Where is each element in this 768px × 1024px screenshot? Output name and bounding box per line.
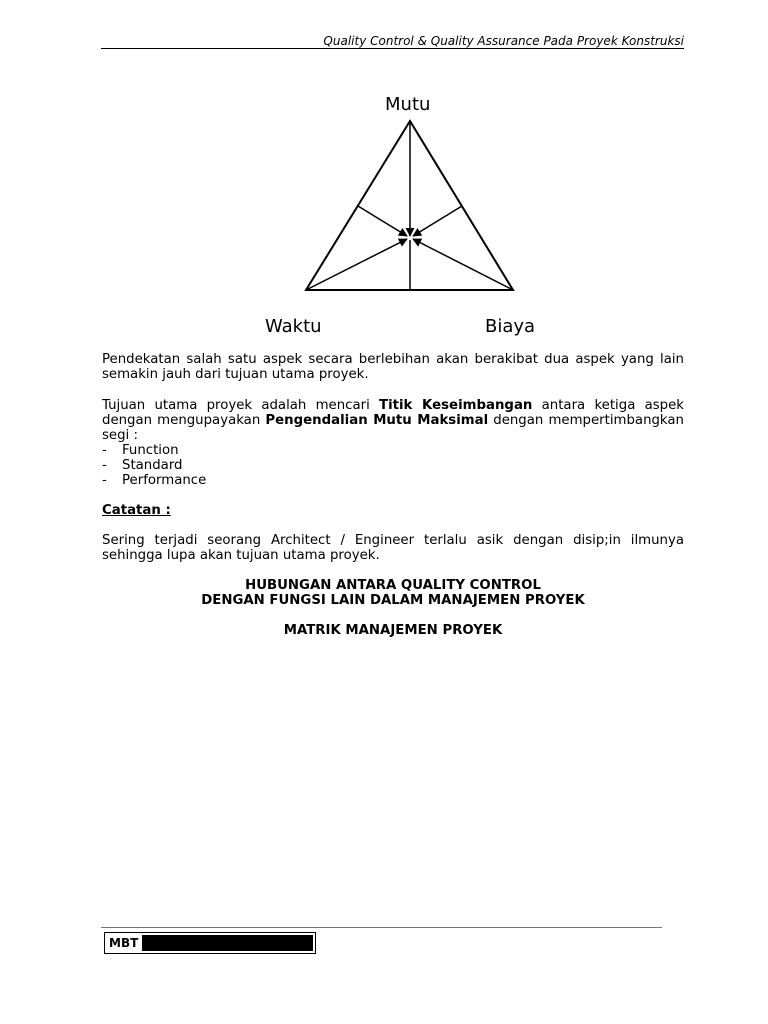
footer-redaction-bar [142, 935, 313, 951]
diagram-label-waktu: Waktu [265, 316, 322, 337]
list-dash: - [102, 473, 107, 488]
list-item [102, 458, 183, 473]
note-body: Sering terjadi seorang Architect / Engineer terlalu asik dengan disip;in ilmunya sehingga lupa akan tujuan utama proyek. [102, 533, 684, 563]
section-title-line1: HUBUNGAN ANTARA QUALITY CONTROL [245, 578, 541, 593]
paragraph-main-goal [102, 398, 684, 443]
list-item [102, 443, 179, 458]
footer-label: MBT [109, 936, 139, 950]
paragraph-main-goal-text-2: antara ketiga aspek dengan mengupayakan [102, 398, 684, 428]
list-item [102, 473, 206, 488]
median-from-right-side [413, 206, 462, 236]
list-item-label: Standard [122, 458, 183, 473]
section-title-line2: DENGAN FUNGSI LAIN DALAM MANAJEMEN PROYEK [201, 593, 585, 608]
diagram-label-biaya: Biaya [485, 316, 536, 337]
paragraph-approach: Pendekatan salah satu aspek secara berlebihan akan berakibat dua aspek yang lain semakin jauh dari tujuan utama proyek. [102, 352, 684, 382]
list-item-label: Performance [122, 473, 207, 488]
section-title-matrix: MATRIK MANAJEMEN PROYEK [283, 623, 503, 638]
median-from-left-side [358, 206, 407, 236]
paragraph-main-goal-text-1: Tujuan utama proyek adalah mencari [102, 398, 380, 413]
note-heading: Catatan : [102, 503, 171, 518]
header-rule [101, 48, 684, 49]
footer-rule [101, 927, 662, 928]
paragraph-main-goal-bold-1: Titik Keseimbangan [379, 398, 533, 413]
diagram-label-mutu: Mutu [385, 94, 431, 115]
footer-box [104, 932, 316, 954]
list-item-label: Function [122, 443, 179, 458]
page-header-title: Quality Control & Quality Assurance Pada Proyek Konstruksi [323, 34, 684, 48]
list-dash: - [102, 458, 107, 473]
list-dash: - [102, 443, 107, 458]
paragraph-main-goal-text-3: dengan mempertimbangkan segi : [102, 413, 684, 443]
paragraph-main-goal-bold-2: Pengendalian Mutu Maksimal [265, 413, 489, 428]
quality-triangle-diagram [250, 88, 570, 348]
